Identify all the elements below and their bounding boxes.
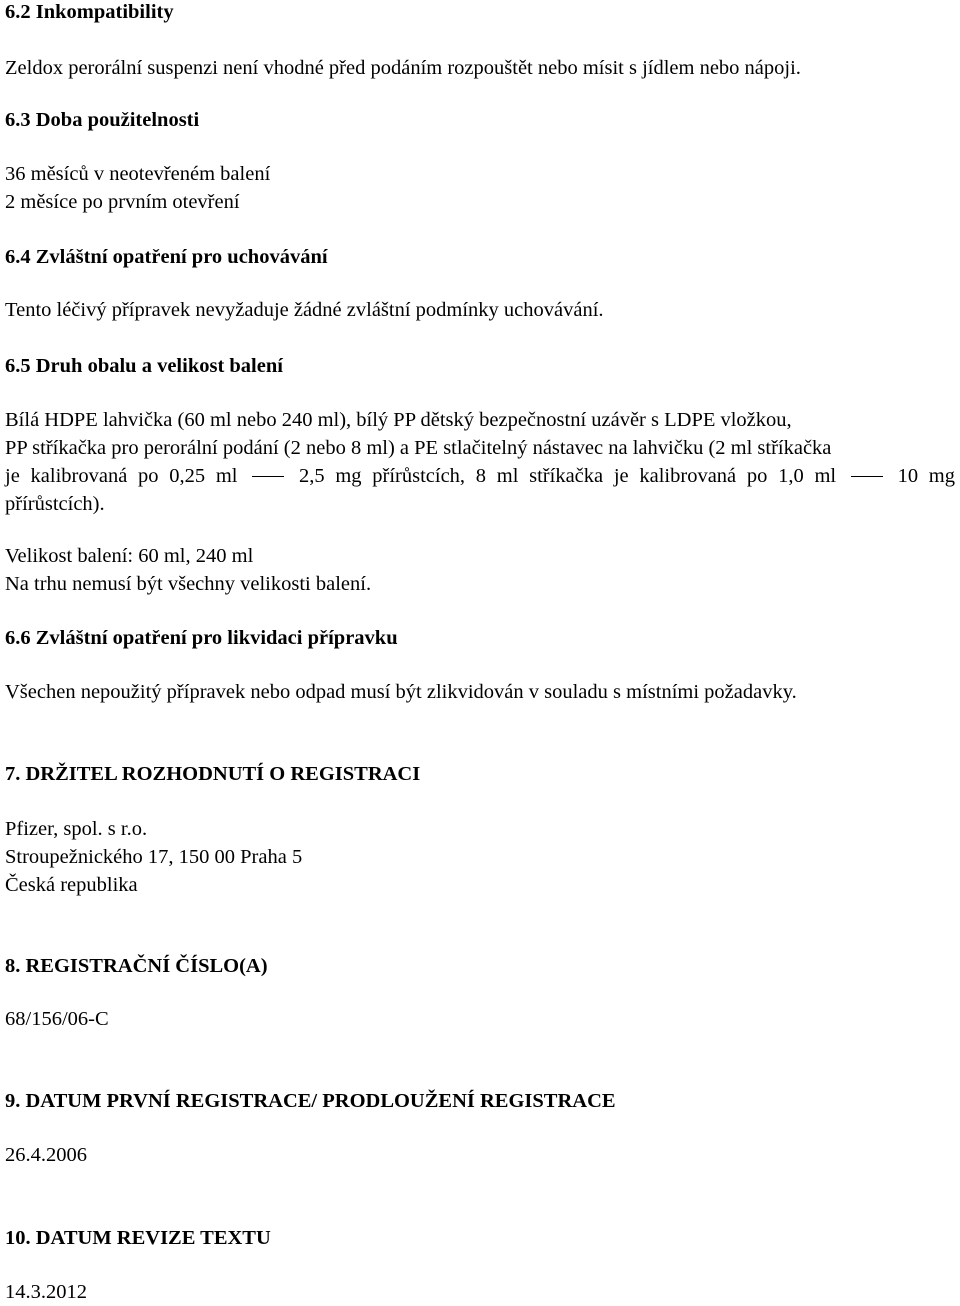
section-7-body: [5, 815, 955, 899]
section-6-2-text: Zeldox perorální suspenzi není vhodné před podáním rozpouštět nebo mísit s jídlem nebo nápoji.: [5, 57, 801, 79]
section-6-3-body: [5, 160, 955, 216]
packaging-line-1: Bílá HDPE lahvička (60 ml nebo 240 ml), bílý PP dětský bezpečnostní uzávěr s LDPE vložkou,: [5, 409, 792, 431]
section-6-5-paragraph-1: [5, 406, 955, 518]
holder-name: Pfizer, spol. s r.o.: [5, 818, 148, 840]
packaging-line-3: [5, 462, 955, 490]
section-6-5-heading: 6.5 Druh obalu a velikost balení: [5, 355, 283, 377]
calibration-2ml: je kalibrovaná po 0,25 ml: [5, 465, 238, 487]
dash-1: [252, 476, 284, 477]
calibration-8ml: 2,5 mg přírůstcích, 8 ml stříkačka je kalibrovaná po 1,0 ml: [298, 465, 837, 487]
first-registration-date: 26.4.2006: [5, 1144, 87, 1166]
calibration-10mg: 10 mg: [897, 465, 956, 487]
shelf-life-opened: 2 měsíce po prvním otevření: [5, 191, 240, 213]
packaging-line-4: přírůstcích).: [5, 493, 105, 515]
pack-sizes: Velikost balení: 60 ml, 240 ml: [5, 545, 254, 567]
section-7-heading: 7. DRŽITEL ROZHODNUTÍ O REGISTRACI: [5, 763, 421, 785]
holder-address: Stroupežnického 17, 150 00 Praha 5: [5, 846, 303, 868]
section-6-6-heading: 6.6 Zvláštní opatření pro likvidaci přípravku: [5, 627, 398, 649]
section-6-3-heading: 6.3 Doba použitelnosti: [5, 109, 200, 131]
packaging-line-2: PP stříkačka pro perorální podání (2 nebo 8 ml) a PE stlačitelný nástavec na lahvičku (2 ml stříkačka: [5, 437, 832, 459]
pack-sizes-note: Na trhu nemusí být všechny velikosti balení.: [5, 573, 372, 595]
shelf-life-unopened: 36 měsíců v neotevřeném balení: [5, 163, 271, 185]
section-10-heading: 10. DATUM REVIZE TEXTU: [5, 1227, 271, 1249]
section-9-heading: 9. DATUM PRVNÍ REGISTRACE/ PRODLOUŽENÍ REGISTRACE: [5, 1090, 616, 1112]
dash-2: [851, 476, 883, 477]
section-6-4-heading: 6.4 Zvláštní opatření pro uchovávání: [5, 246, 328, 268]
section-6-2-heading: 6.2 Inkompatibility: [5, 1, 174, 23]
section-6-6-text: Všechen nepoužitý přípravek nebo odpad musí být zlikvidován v souladu s místními požadavky.: [5, 681, 797, 703]
registration-number: 68/156/06-C: [5, 1008, 109, 1030]
section-8-heading: 8. REGISTRAČNÍ ČÍSLO(A): [5, 955, 268, 977]
section-6-5-paragraph-2: [5, 542, 955, 598]
section-6-4-text: Tento léčivý přípravek nevyžaduje žádné zvláštní podmínky uchovávání.: [5, 299, 604, 321]
holder-country: Česká republika: [5, 874, 138, 896]
revision-date: 14.3.2012: [5, 1281, 87, 1303]
